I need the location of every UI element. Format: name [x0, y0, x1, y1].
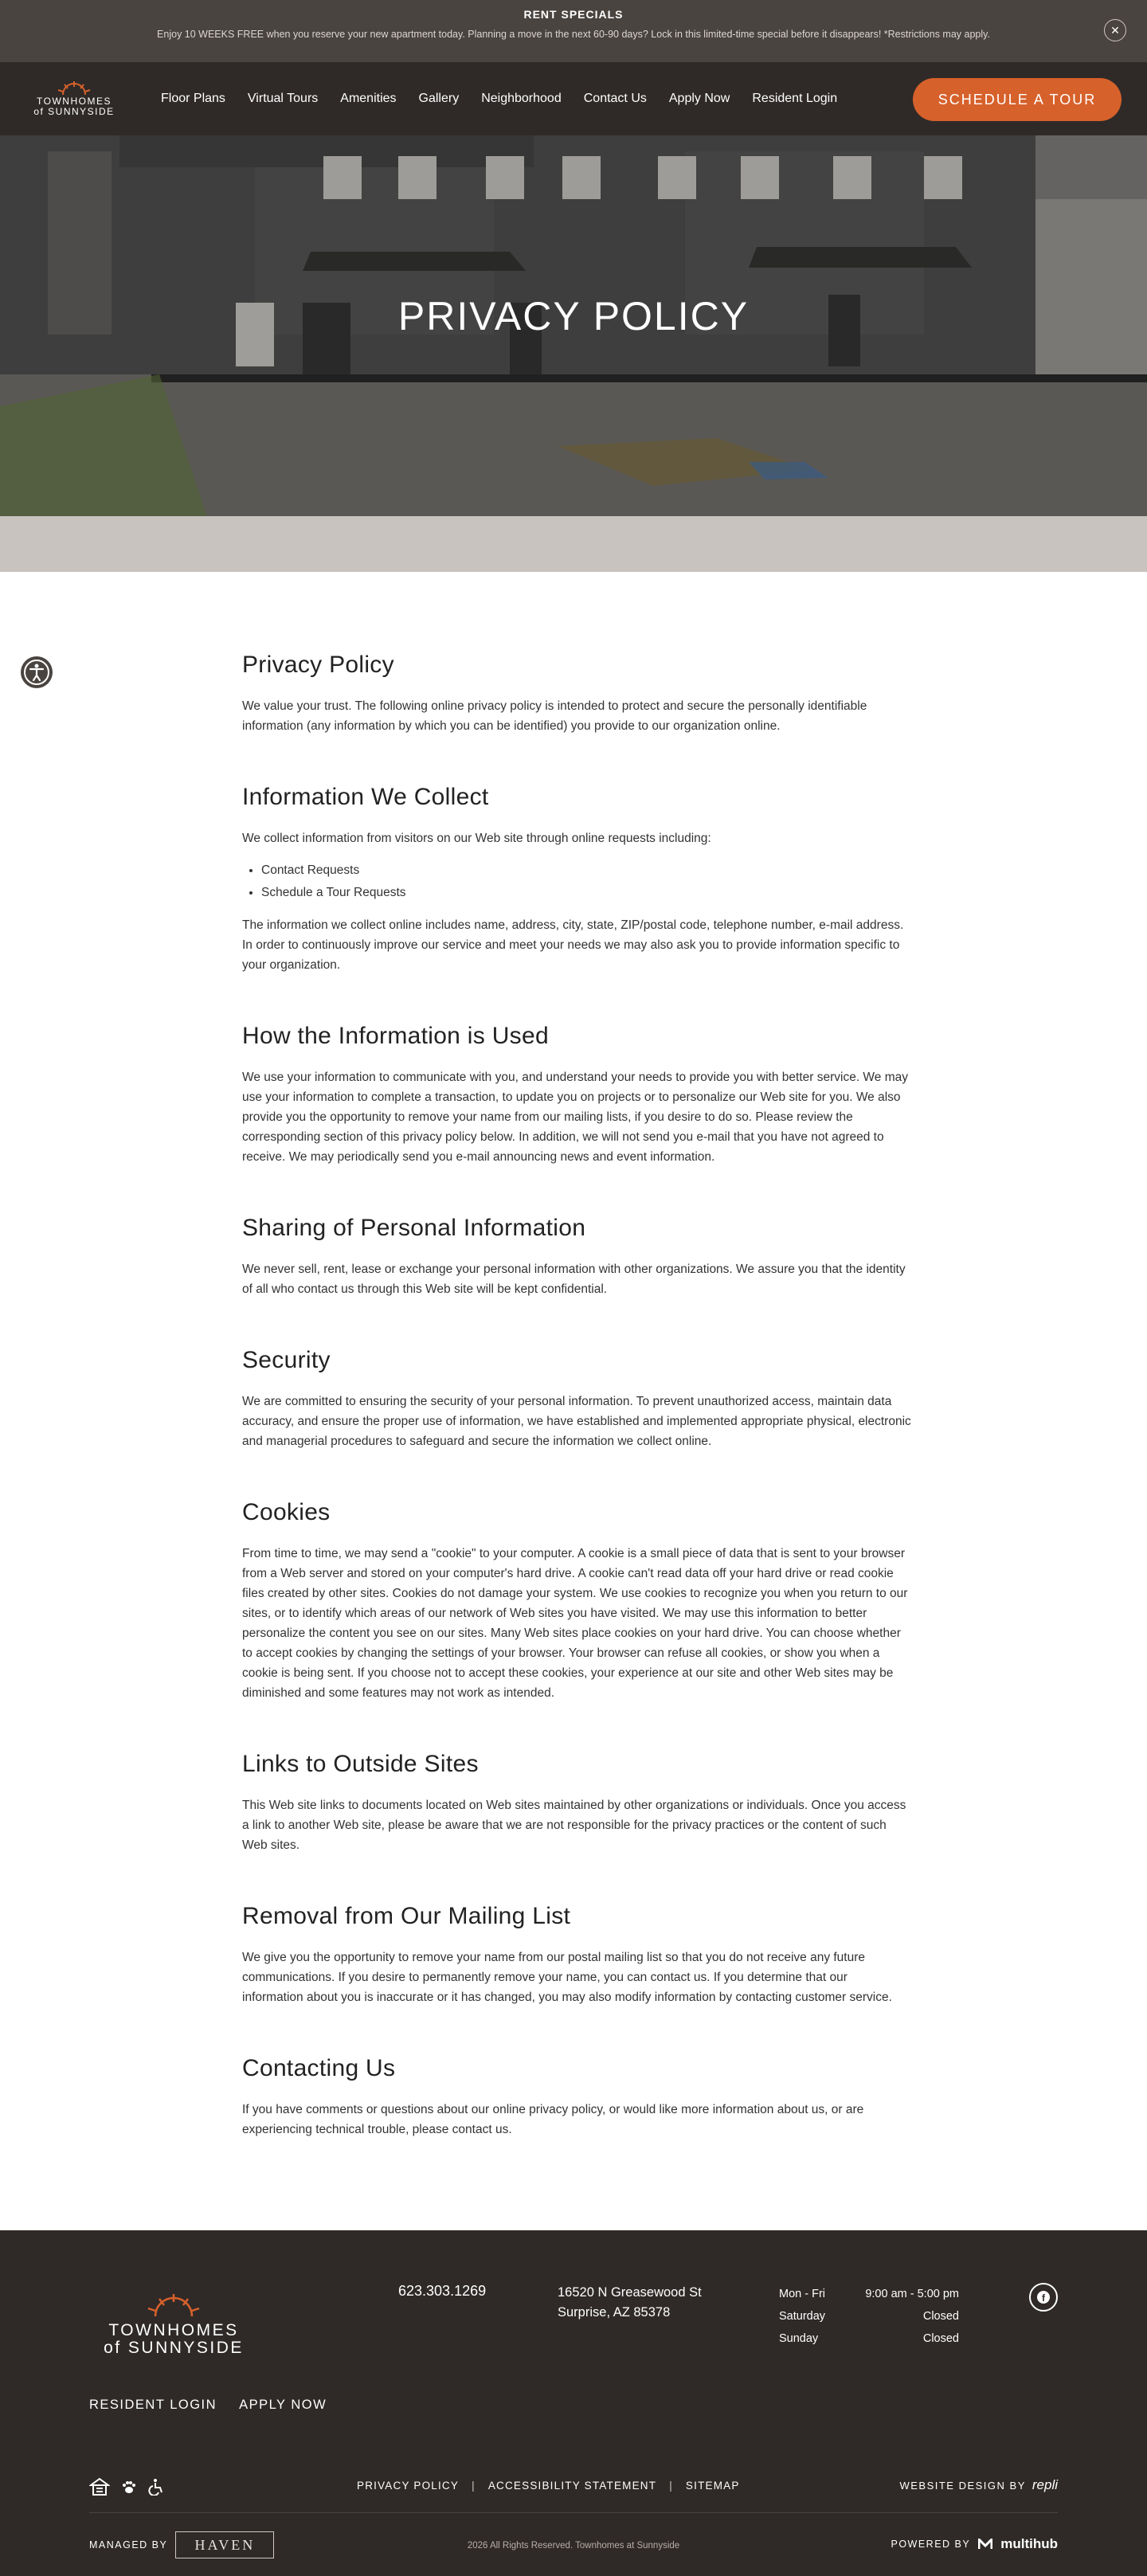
section-paragraph: We value your trust. The following online privacy policy is intended to protect and secure the personally identifiable information (any information by which you can be identified) you provide to our organization online. [242, 699, 867, 733]
footer-divider [89, 2512, 1058, 2513]
footer-quick-links [89, 2398, 327, 2413]
section-paragraph: We give you the opportunity to remove your name from our postal mailing list so that you do not receive any future communications. If you desire to permanently remove your name, you can contact us. If you determine that our information about you is inaccurate or it has changed, you may also modify information by contacting customer service. [242, 1951, 892, 2004]
repli-logo: repli [1032, 2477, 1058, 2492]
nav-floor-plans[interactable]: Floor Plans [161, 92, 225, 105]
footer-apply-now[interactable]: APPLY NOW [239, 2398, 327, 2412]
list-item: • Contact Requests [261, 859, 911, 882]
section-paragraph: The information we collect online includes name, address, city, state, ZIP/postal code, telephone number, e-mail address. In order to continuously improve our service and meet your needs we may also ask you to provide information specific to your organization. [242, 918, 904, 972]
accessibility-statement-link[interactable]: ACCESSIBILITY STATEMENT [487, 2480, 657, 2492]
nav-links [161, 92, 859, 106]
footer-legal-links [357, 2480, 740, 2492]
section-heading: Sharing of Personal Information [242, 1215, 586, 1241]
footer-address[interactable] [558, 2283, 702, 2323]
section-paragraph: We collect information from visitors on our Web site through online requests including: [242, 832, 711, 845]
separator: | [669, 2480, 673, 2492]
hours-row [779, 2327, 959, 2350]
multihub-logo: multihub [1000, 2536, 1058, 2551]
collect-list [261, 859, 911, 904]
page-title: PRIVACY POLICY [397, 294, 750, 339]
footer-logo[interactable] [96, 2292, 252, 2357]
address-line1: 16520 N Greasewood St [558, 2285, 702, 2300]
hours-time: Closed [922, 2310, 959, 2323]
section-paragraph: If you have comments or questions about our online privacy policy, or would like more information about us, or are experiencing technical trouble, please contact us. [242, 2103, 864, 2136]
list-item: • Schedule a Tour Requests [261, 882, 911, 904]
section-paragraph: From time to time, we may send a "cookie" to your computer. A cookie is a small piece of data that is sent to your browser from a Web server and stored on your computer's hard drive. A cookie can't read data off your hard drive or read cookie files created by other sites. Cookies do not damage your system. We use cookies to recognize you when you return to our sites, or to identify which areas of our network of Web sites you have visited. We may use this information to better personalize the content you see on our sites. Many Web sites place cookies on your hard drive. You can choose whether to accept cookies by changing the settings of your browser. Your browser can refuse all cookies, or show you when a cookie is being sent. If you choose not to accept these cookies, your experience at our site and other Web sites may be diminished and some features may not work as intended. [242, 1547, 908, 1700]
section-paragraph: We are committed to ensuring the security of your personal information. To prevent unauthorized access, maintain data accuracy, and ensure the proper use of information, we have established and implemented appropriate physical, electronic and managerial procedures to safeguard and secure the information we collect online. [242, 1395, 911, 1448]
specials-title: RENT SPECIALS [523, 8, 624, 21]
facebook-icon[interactable] [1029, 2283, 1058, 2312]
hero-bottom-band [0, 516, 1147, 572]
footer-logo-line1: TOWNHOMES [108, 2321, 239, 2339]
office-hours [779, 2283, 959, 2350]
section-cookies [242, 1499, 911, 1703]
hours-row [779, 2283, 959, 2305]
section-heading: Links to Outside Sites [242, 1751, 479, 1777]
nav-virtual-tours[interactable]: Virtual Tours [247, 92, 319, 105]
nav-amenities[interactable]: Amenities [340, 92, 397, 105]
sun-logo-icon [57, 80, 92, 96]
site-logo[interactable] [30, 80, 118, 117]
hero-banner [0, 135, 1147, 516]
website-design-credit[interactable] [899, 2477, 1058, 2493]
wheelchair-icon [148, 2478, 164, 2496]
section-paragraph: This Web site links to documents located on Web sites maintained by other organizations or individuals. Once you access a link to another Web site, please be aware that we are not responsible for the privacy practices or the content of such Web sites. [242, 1799, 906, 1852]
section-paragraph: We use your information to communicate with you, and understand your needs to provide you with better service. We may use your information to complete a transaction, to update you on projects or to personalize our Web site for you. We also provide you the opportunity to remove your name from our mailing lists, if you desire to do so. Please review the corresponding section of this privacy policy below. In addition, we will not send you e-mail that you have not agreed to receive. We may periodically send you e-mail announcing news and event information. [242, 1071, 908, 1164]
footer-compliance-icons [89, 2477, 164, 2496]
close-icon[interactable]: ✕ [1104, 19, 1126, 41]
pet-friendly-icon [121, 2479, 137, 2495]
section-privacy-policy [242, 652, 911, 736]
footer-logo-line2: of SUNNYSIDE [104, 2339, 244, 2357]
nav-gallery[interactable]: Gallery [418, 92, 460, 105]
nav-contact-us[interactable]: Contact Us [583, 92, 647, 105]
schedule-tour-button[interactable]: SCHEDULE A TOUR [913, 78, 1122, 121]
section-heading: Removal from Our Mailing List [242, 1903, 571, 1929]
privacy-content [0, 572, 1147, 2230]
multihub-logo-icon [978, 2539, 992, 2550]
specials-text: Enjoy 10 WEEKS FREE when you reserve your new apartment today. Planning a move in the next 60-90 days? Lock in this limited-time special before it disappears! *Restrictions may apply. [157, 29, 990, 40]
managed-label: MANAGED BY [89, 2539, 168, 2551]
hours-day: Saturday [779, 2310, 826, 2323]
hours-row [779, 2305, 959, 2327]
main-nav [0, 62, 1147, 135]
hours-day: Mon - Fri [779, 2288, 825, 2300]
privacy-policy-link[interactable]: PRIVACY POLICY [357, 2480, 460, 2492]
separator: | [472, 2480, 476, 2492]
hours-time: Closed [922, 2332, 959, 2345]
powered-label: POWERED BY [891, 2539, 971, 2550]
section-heading: Privacy Policy [242, 652, 394, 678]
section-removal [242, 1903, 911, 2007]
nav-neighborhood[interactable]: Neighborhood [481, 92, 562, 105]
logo-line1: TOWNHOMES [37, 96, 112, 107]
section-heading: How the Information is Used [242, 1023, 549, 1049]
section-heading: Security [242, 1347, 331, 1373]
footer-phone[interactable]: 623.303.1269 [398, 2283, 487, 2299]
footer-resident-login[interactable]: RESIDENT LOGIN [89, 2398, 217, 2412]
address-line2: Surprise, AZ 85378 [558, 2305, 671, 2320]
sun-logo-icon [146, 2292, 202, 2318]
hours-day: Sunday [779, 2332, 819, 2345]
powered-by[interactable] [891, 2536, 1058, 2552]
copyright: 2026 All Rights Reserved. Townhomes at Sunnyside [467, 2541, 680, 2551]
section-information-we-collect [242, 784, 911, 975]
design-label: WEBSITE DESIGN BY [899, 2479, 1026, 2492]
nav-resident-login[interactable]: Resident Login [752, 92, 838, 105]
hours-time: 9:00 am - 5:00 pm [865, 2288, 959, 2300]
policy-article [242, 652, 911, 2139]
section-heading: Cookies [242, 1499, 331, 1525]
section-heading: Information We Collect [242, 784, 489, 810]
haven-logo[interactable]: HAVEN [175, 2531, 274, 2558]
sitemap-link[interactable]: SITEMAP [685, 2480, 740, 2492]
section-how-information-used [242, 1023, 911, 1167]
facebook-glyph: f [1037, 2291, 1050, 2304]
logo-line2: of SUNNYSIDE [33, 106, 115, 117]
accessibility-icon[interactable] [21, 656, 53, 688]
section-heading: Contacting Us [242, 2055, 396, 2081]
site-footer [0, 2230, 1147, 2576]
rent-specials-banner [0, 0, 1147, 62]
section-paragraph: We never sell, rent, lease or exchange your personal information with other organizations. We assure you that the identity of all who contact us through this Web site will be kept confidential. [242, 1263, 906, 1296]
section-sharing [242, 1215, 911, 1299]
equal-housing-icon [89, 2477, 110, 2496]
nav-apply-now[interactable]: Apply Now [668, 92, 730, 105]
section-contacting-us [242, 2055, 911, 2139]
section-security [242, 1347, 911, 1451]
section-links-outside [242, 1751, 911, 1855]
